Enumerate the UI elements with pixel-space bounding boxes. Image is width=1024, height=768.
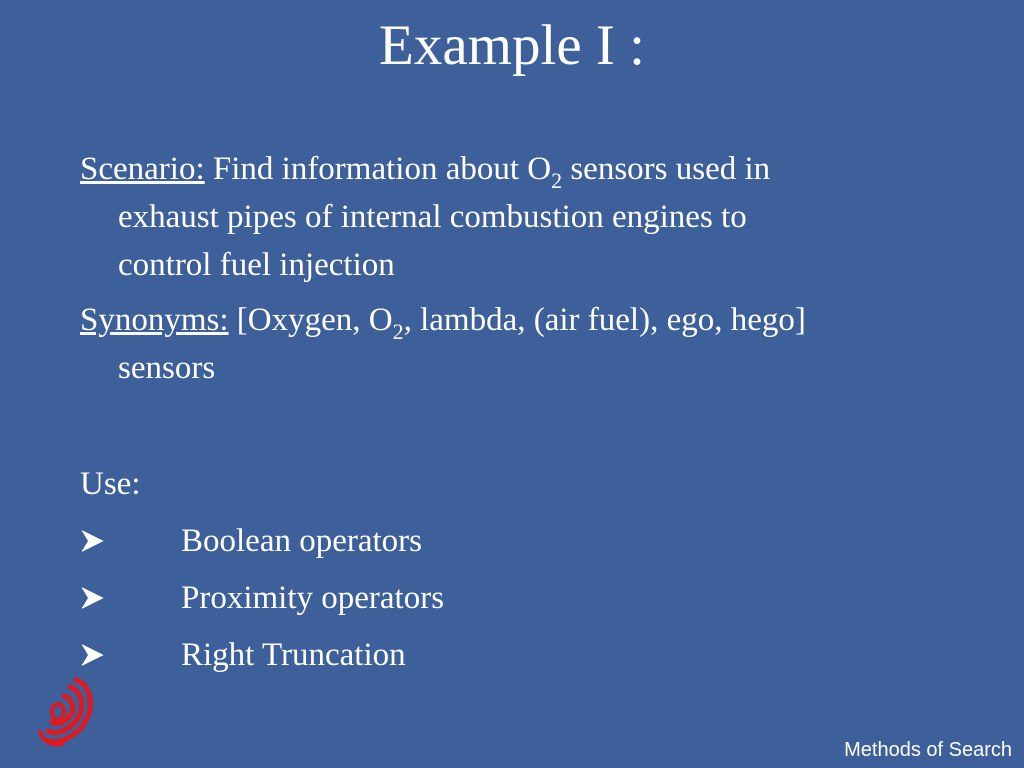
arrow-bullet-icon <box>80 530 104 552</box>
epo-logo-icon <box>36 676 96 748</box>
synonyms-paragraph <box>80 296 980 392</box>
scenario-paragraph <box>80 145 980 289</box>
scenario-continuation-1: exhaust pipes of internal combustion engines to <box>118 199 747 235</box>
scenario-subscript: 2 <box>551 168 563 193</box>
arrow-bullet-icon <box>80 644 104 666</box>
synonyms-continuation: sensors <box>118 350 216 386</box>
scenario-text-start: Find information about O <box>212 151 552 187</box>
use-label: Use: <box>80 466 141 502</box>
slide-title: Example I : <box>379 14 645 77</box>
synonyms-text-start: [Oxygen, O <box>236 302 393 338</box>
bullet-text: Boolean operators <box>181 523 423 559</box>
arrow-bullet-icon <box>80 587 104 609</box>
synonyms-label: Synonyms: <box>80 302 229 338</box>
bullet-text: Right Truncation <box>181 637 406 673</box>
synonyms-text-end: , lambda, (air fuel), ego, hego] <box>403 302 806 338</box>
synonyms-subscript: 2 <box>392 319 404 344</box>
bullet-text: Proximity operators <box>181 580 445 616</box>
footer-text: Methods of Search <box>844 739 1012 761</box>
scenario-text-end: sensors used in <box>570 151 771 187</box>
scenario-continuation-2: control fuel injection <box>118 247 395 283</box>
scenario-label: Scenario: <box>80 151 205 187</box>
